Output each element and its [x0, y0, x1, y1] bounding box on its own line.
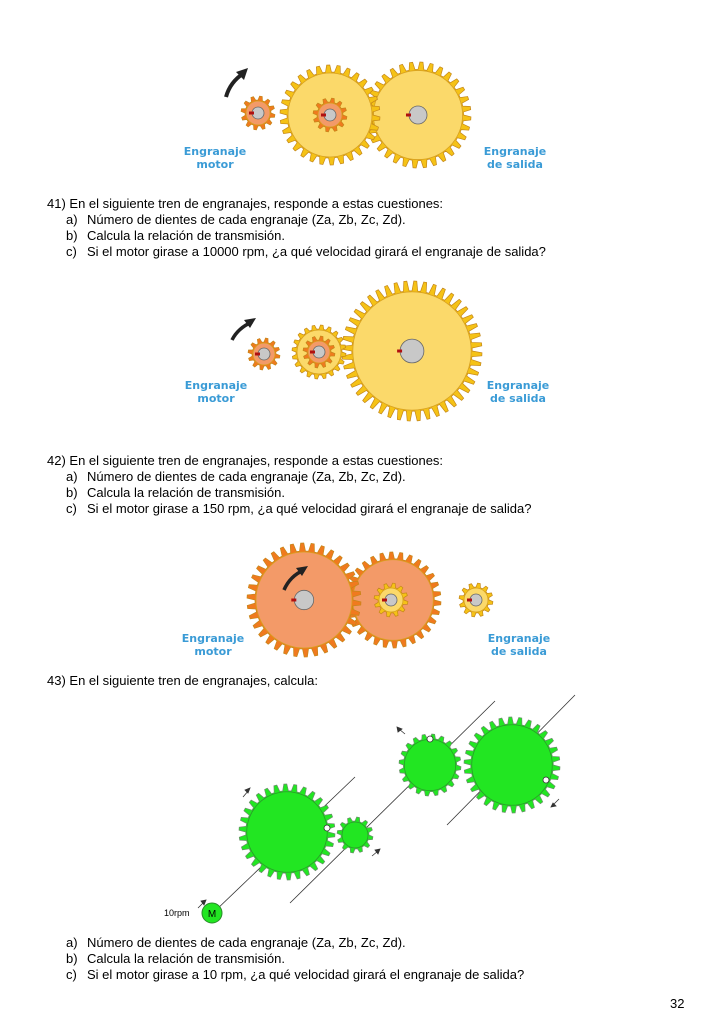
gear-b: [337, 817, 373, 853]
direction-arrow-icon: [551, 799, 559, 807]
output-gear-label: Engranaje de salida: [486, 379, 550, 405]
question-heading: 43) En el siguiente tren de engranajes, calcula:: [47, 673, 319, 688]
question-43-items: [47, 935, 524, 983]
motor-symbol: M: [207, 909, 217, 920]
page-number: 32: [670, 996, 685, 1011]
output-gear-label: Engranaje de salida: [483, 145, 547, 171]
gear-d: [464, 717, 560, 813]
gear-body: [247, 792, 328, 873]
question-item: c) Si el motor girase a 10 rpm, ¿a qué velocidad girará el engranaje de salida?: [66, 967, 525, 982]
direction-arrow-icon: [397, 727, 405, 734]
gear-body: [342, 822, 368, 848]
question-item: b) Calcula la relación de transmisión.: [66, 228, 285, 243]
motor-gear-label: Engranaje motor: [184, 379, 248, 405]
gear-body: [472, 725, 553, 806]
motor-gear-label: Engranaje motor: [183, 145, 247, 171]
question-heading: 41) En el siguiente tren de engranajes, responde a estas cuestiones:: [47, 196, 444, 211]
direction-arrow-icon: [243, 788, 250, 797]
output-gear-label: Engranaje de salida: [487, 632, 551, 658]
motor-speed-label: 10rpm: [164, 908, 190, 918]
question-item: b) Calcula la relación de transmisión.: [66, 485, 285, 500]
gear-c: [399, 734, 461, 796]
question-item: b) Calcula la relación de transmisión.: [66, 951, 285, 966]
question-heading: 42) En el siguiente tren de engranajes, responde a estas cuestiones:: [47, 453, 444, 468]
direction-arrow-icon: [372, 849, 380, 856]
gear-a: [239, 784, 335, 880]
question-item: a) Número de dientes de cada engranaje (Za, Zb, Zc, Zd).: [66, 212, 406, 227]
question-item: a) Número de dientes de cada engranaje (Za, Zb, Zc, Zd).: [66, 935, 406, 950]
gear-body: [404, 739, 455, 790]
motor-gear-label: Engranaje motor: [181, 632, 245, 658]
motor-icon: [202, 903, 222, 923]
question-item: a) Número de dientes de cada engranaje (Za, Zb, Zc, Zd).: [66, 469, 406, 484]
question-item: c) Si el motor girase a 150 rpm, ¿a qué velocidad girará el engranaje de salida?: [66, 501, 532, 516]
question-item: c) Si el motor girase a 10000 rpm, ¿a qué velocidad girará el engranaje de salida?: [66, 244, 546, 259]
